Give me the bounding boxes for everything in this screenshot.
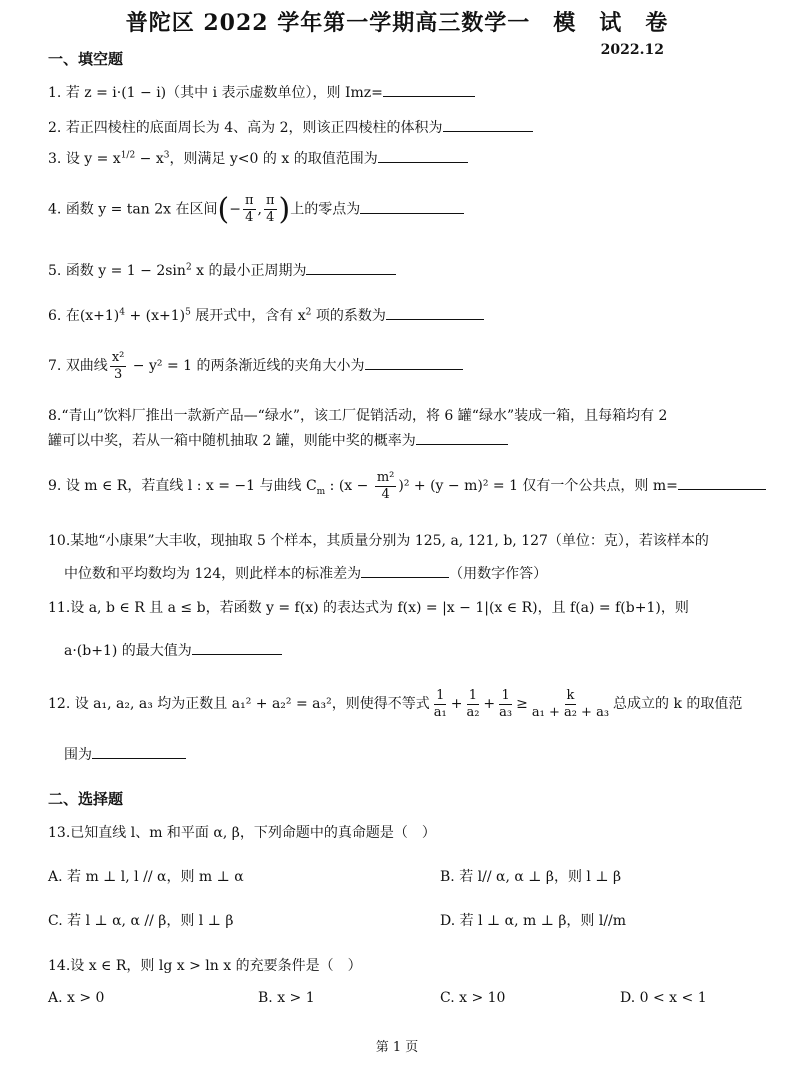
answer-blank	[360, 199, 464, 214]
option-14-d: D. 0 < x < 1	[620, 990, 707, 1006]
answer-blank	[386, 305, 484, 320]
answer-blank	[92, 744, 186, 759]
option-13-d: D. 若 l ⊥ α, m ⊥ β，则 l//m	[440, 913, 627, 929]
answer-blank	[443, 117, 533, 132]
answer-blank	[306, 260, 396, 275]
option-13-b: B. 若 l// α, α ⊥ β，则 l ⊥ β	[440, 869, 622, 885]
question-2: 2. 若正四棱柱的底面周长为 4、高为 2，则该正四棱柱的体积为	[48, 117, 533, 137]
question-5: 5. 函数 $y = 1 - 2\sin^2$ x 的最小正周期为	[48, 260, 396, 280]
question-9: 9. 设 m ∈ R，若直线 l : x = −1 与曲线 $C_m$ : (x − $\frac{\text{m²}}{4}$ )² + (y − m)² = 1 仅有一个公共点，则 m=	[48, 470, 766, 502]
option-14-a: A. x > 0	[48, 990, 105, 1006]
exam-date: 2022.12	[600, 42, 664, 58]
answer-blank	[678, 475, 766, 490]
section-choice-title: 二、选择题	[48, 790, 124, 808]
question-10: 10.某地“小康果”大丰收，现抽取 5 个样本，其质量分别为 125, a, 121, b, 127（单位：克），若该样本的	[48, 533, 709, 549]
answer-blank	[365, 355, 463, 370]
question-1: 1. 若 z = i·(1 − i)（其中 i 表示虚数单位），则 Imz=	[48, 82, 475, 102]
page-number: 第 1 页	[375, 1040, 419, 1055]
option-14-b: B. x > 1	[258, 990, 315, 1006]
answer-blank	[416, 430, 508, 445]
question-4: 4. 函数 y = tan 2x 在区间(− $\frac{\pi}{4}$ , $\frac{\pi}{4}$ )上的零点为	[48, 192, 464, 227]
answer-blank	[361, 563, 449, 578]
question-10-line-2: 中位数和平均数均为 124，则此样本的标准差为 （用数字作答）	[64, 563, 547, 583]
section-fill-in-title: 一、填空题	[48, 50, 124, 68]
option-14-c: C. x > 10	[440, 990, 506, 1006]
question-7: 7. 双曲线 $\frac{\text{x²}}{3}$ − y² = 1 的两条渐近线的夹角大小为	[48, 350, 463, 382]
answer-blank	[378, 148, 468, 163]
question-3: 3. 设 $y = x^{1/2} - x^3$，则满足 y<0 的 x 的取值范围为	[48, 148, 468, 168]
question-6: 6. 在$(x+1)^4 + (x+1)^5$ 展开式中，含有 $x^2$ 项的系数为	[48, 305, 484, 325]
question-12-line-2: 围为	[64, 744, 186, 764]
answer-blank	[192, 640, 282, 655]
question-8-line-2: 罐可以中奖，若从一箱中随机抽取 2 罐，则能中奖的概率为	[48, 430, 508, 450]
page-title: 普陀区 2022 学年第一学期高三数学一 模 试 卷	[125, 10, 669, 36]
option-13-a: A. 若 m ⊥ l, l // α，则 m ⊥ α	[48, 869, 244, 885]
question-11-line-2: a·(b+1) 的最大值为	[64, 640, 282, 660]
question-12: 12. 设 a₁, a₂, a₃ 均为正数且 a₁² + a₂² = a₃²，则使得不等式 $\frac{1}{\text{a₁}}$ + $\frac{1}{\text{a₂}}$ + $\frac{1}{\text{a₃}}$ ≥ $\frac{k}{\text{a₁ + a₂ + a₃}}$ 总成立的 k 的取值范	[48, 688, 743, 720]
question-11: 11.设 a, b ∈ R 且 a ≤ b，若函数 y = f(x) 的表达式为 f(x) = |x − 1|(x ∈ R)，且 f(a) = f(b+1)，则	[48, 600, 689, 616]
question-13: 13.已知直线 l、m 和平面 α, β，下列命题中的真命题是（ ）	[48, 825, 436, 841]
question-8: 8.“青山”饮料厂推出一款新产品—“绿水”，该工厂促销活动，将 6 罐“绿水”装成一箱，且每箱均有 2	[48, 408, 668, 424]
question-14: 14.设 x ∈ R，则 lg x > ln x 的充要条件是（ ）	[48, 958, 362, 974]
option-13-c: C. 若 l ⊥ α, α // β，则 l ⊥ β	[48, 913, 234, 929]
answer-blank	[383, 82, 475, 97]
